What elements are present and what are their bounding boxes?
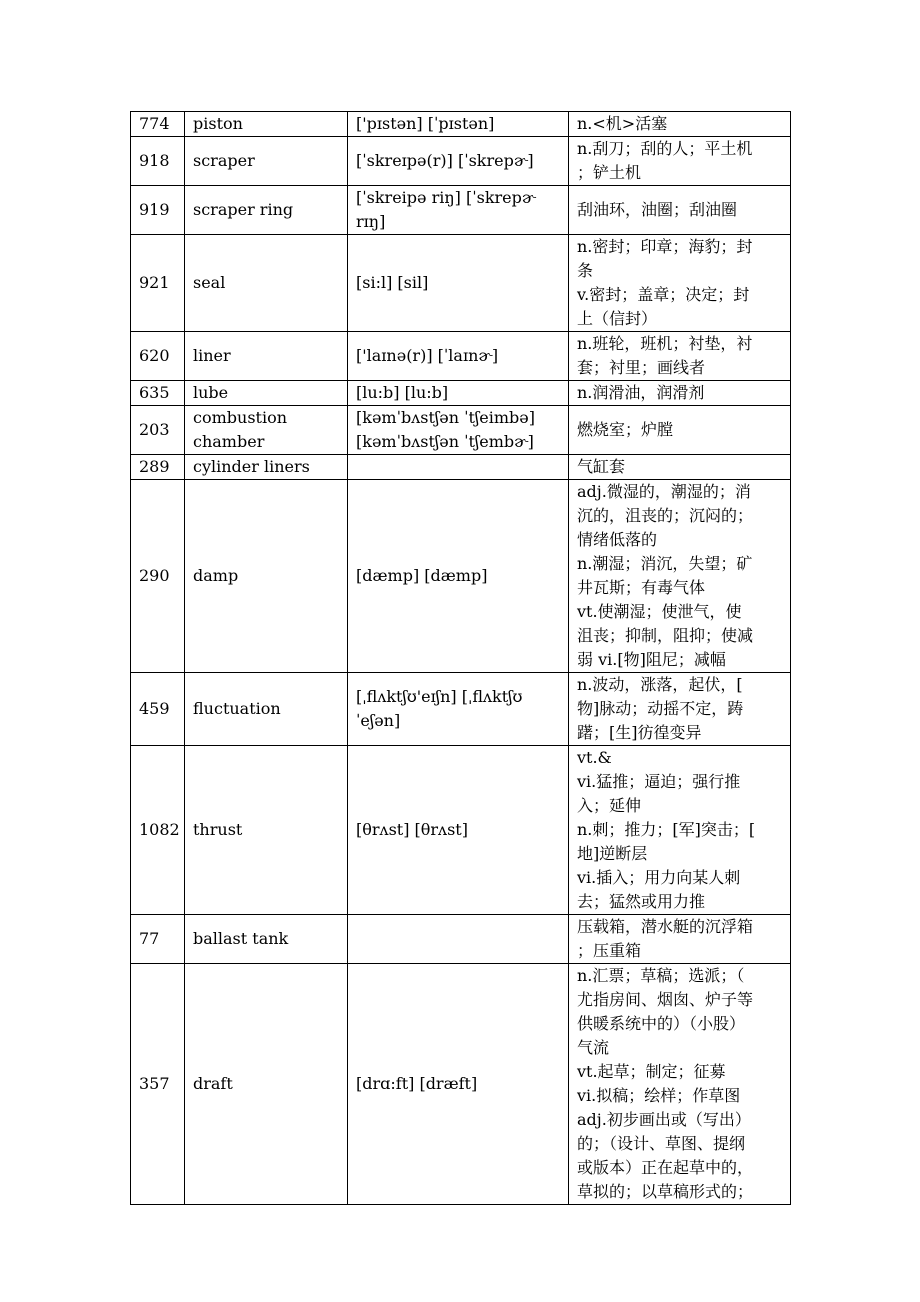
definition-line: vt.起草；制定；征募: [577, 1062, 726, 1081]
definition-line: 沮丧；抑制，阻抑；使减: [577, 626, 754, 645]
entry-phonetic: [dæmp] [dæmp]: [348, 480, 569, 673]
table-row: [131, 112, 791, 137]
definition-line: 情绪低落的: [577, 530, 658, 549]
entry-word: thrust: [185, 746, 348, 915]
definition-line: 物]脉动；动摇不定，踌: [577, 699, 744, 718]
definition-line: 躇；[生]彷徨变异: [577, 723, 702, 742]
entry-definition: [569, 964, 791, 1205]
table-row: [131, 455, 791, 480]
table-row: [131, 332, 791, 381]
definition-line: ；铲土机: [577, 163, 642, 182]
entry-definition: [569, 112, 791, 137]
entry-definition: [569, 455, 791, 480]
entry-word: fluctuation: [185, 673, 348, 746]
definition-line: 地]逆断层: [577, 844, 648, 863]
definition-line: 尤指房间、烟囱、炉子等: [577, 990, 754, 1009]
entry-phonetic: [kəmˈbʌstʃən ˈtʃeimbə] [kəmˈbʌstʃən ˈtʃembɚ]: [348, 406, 569, 455]
entry-id: 357: [131, 964, 185, 1205]
entry-definition: [569, 186, 791, 235]
entry-id: 459: [131, 673, 185, 746]
entry-definition: [569, 137, 791, 186]
entry-id: 921: [131, 235, 185, 332]
entry-phonetic: ['pɪstən] [ˈpɪstən]: [348, 112, 569, 137]
definition-line: 草拟的；以草稿形式的；: [577, 1182, 754, 1201]
definition-line: 入；延伸: [577, 796, 642, 815]
entry-phonetic: [ˈskreipə riŋ] [ˈskrepɚ rɪŋ]: [348, 186, 569, 235]
entry-phonetic: [ˈskreɪpə(r)] [ˈskrepɚ]: [348, 137, 569, 186]
definition-line: 的；（设计、草图、提纲: [577, 1134, 746, 1153]
definition-line: n.潮湿；消沉，失望；矿: [577, 554, 753, 573]
table-row: [131, 746, 791, 915]
table-row: [131, 964, 791, 1205]
entry-phonetic: [348, 455, 569, 480]
entry-definition: [569, 480, 791, 673]
definition-line: adj.初步画出或（写出）: [577, 1110, 751, 1129]
entry-definition: [569, 406, 791, 455]
entry-phonetic: [lu:b] [lu:b]: [348, 381, 569, 406]
table-row: [131, 480, 791, 673]
definition-line: n.汇票；草稿；选派；（: [577, 966, 745, 985]
definition-line: n.波动，涨落，起伏，[: [577, 675, 743, 694]
definition-line: vt.使潮湿；使泄气，使: [577, 602, 742, 621]
table-row: [131, 673, 791, 746]
definition-line: 气流: [577, 1038, 610, 1057]
entry-word: liner: [185, 332, 348, 381]
entry-id: 77: [131, 915, 185, 964]
entry-id: 919: [131, 186, 185, 235]
definition-line: vi.拟稿；绘样；作草图: [577, 1086, 741, 1105]
entry-word: cylinder liners: [185, 455, 348, 480]
entry-id: 918: [131, 137, 185, 186]
entry-word: lube: [185, 381, 348, 406]
table-row: [131, 186, 791, 235]
definition-line: v.密封；盖章；决定；封: [577, 285, 750, 304]
entry-word: seal: [185, 235, 348, 332]
entry-word: piston: [185, 112, 348, 137]
entry-definition: [569, 746, 791, 915]
entry-id: 290: [131, 480, 185, 673]
definition-line: vt.&: [577, 748, 612, 767]
definition-line: vi.猛推；逼迫；强行推: [577, 772, 741, 791]
entry-phonetic: [θrʌst] [θrʌst]: [348, 746, 569, 915]
definition-line: n.刮刀；刮的人；平土机: [577, 139, 753, 158]
entry-phonetic: [si:l] [sil]: [348, 235, 569, 332]
table-row: [131, 406, 791, 455]
entry-id: 635: [131, 381, 185, 406]
table-row: [131, 915, 791, 964]
definition-line: n.密封；印章；海豹；封: [577, 237, 753, 256]
entry-id: 620: [131, 332, 185, 381]
entry-word: scraper ring: [185, 186, 348, 235]
definition-line: 刮油环，油圈；刮油圈: [577, 200, 738, 219]
entry-definition: [569, 381, 791, 406]
entry-id: 774: [131, 112, 185, 137]
definition-line: 或版本）正在起草中的，: [577, 1158, 754, 1177]
entry-id: 289: [131, 455, 185, 480]
entry-word: scraper: [185, 137, 348, 186]
table-row: [131, 381, 791, 406]
entry-word: ballast tank: [185, 915, 348, 964]
entry-phonetic: [drɑ:ft] [dræft]: [348, 964, 569, 1205]
definition-line: 弱 vi.[物]阻尼；减幅: [577, 650, 726, 669]
definition-line: ；压重箱: [577, 941, 642, 960]
definition-line: 供暖系统中的）（小股）: [577, 1014, 746, 1033]
definition-line: 去；猛然或用力推: [577, 892, 706, 911]
entry-phonetic: [348, 915, 569, 964]
vocabulary-table: [130, 111, 791, 1205]
definition-line: 条: [577, 261, 594, 280]
entry-word: draft: [185, 964, 348, 1205]
entry-definition: [569, 332, 791, 381]
definition-line: 沉的，沮丧的；沉闷的；: [577, 506, 754, 525]
entry-definition: [569, 915, 791, 964]
definition-line: n.润滑油，润滑剂: [577, 383, 705, 402]
definition-line: 燃烧室；炉膛: [577, 420, 674, 439]
entry-definition: [569, 673, 791, 746]
definition-line: adj.微湿的，潮湿的；消: [577, 482, 751, 501]
table-row: [131, 235, 791, 332]
table-row: [131, 137, 791, 186]
definition-line: n.班轮，班机；衬垫，衬: [577, 334, 753, 353]
entry-definition: [569, 235, 791, 332]
definition-line: 套；衬里；画线者: [577, 358, 706, 377]
definition-line: n.刺；推力；[军]突击；[: [577, 820, 756, 839]
entry-id: 203: [131, 406, 185, 455]
definition-line: 压载箱，潜水艇的沉浮箱: [577, 917, 754, 936]
entry-phonetic: [ˌflʌktʃʊ'eɪʃn] [ˌflʌktʃʊˈeʃən]: [348, 673, 569, 746]
vocabulary-table-body: [131, 112, 791, 1205]
definition-line: vi.插入；用力向某人刺: [577, 868, 741, 887]
definition-line: 气缸套: [577, 457, 626, 476]
entry-word: combustion chamber: [185, 406, 348, 455]
entry-word: damp: [185, 480, 348, 673]
definition-line: 井瓦斯；有毒气体: [577, 578, 706, 597]
definition-line: n.<机>活塞: [577, 114, 668, 133]
entry-id: 1082: [131, 746, 185, 915]
entry-phonetic: ['laɪnə(r)] [ˈlaɪnɚ]: [348, 332, 569, 381]
definition-line: 上（信封）: [577, 309, 658, 328]
